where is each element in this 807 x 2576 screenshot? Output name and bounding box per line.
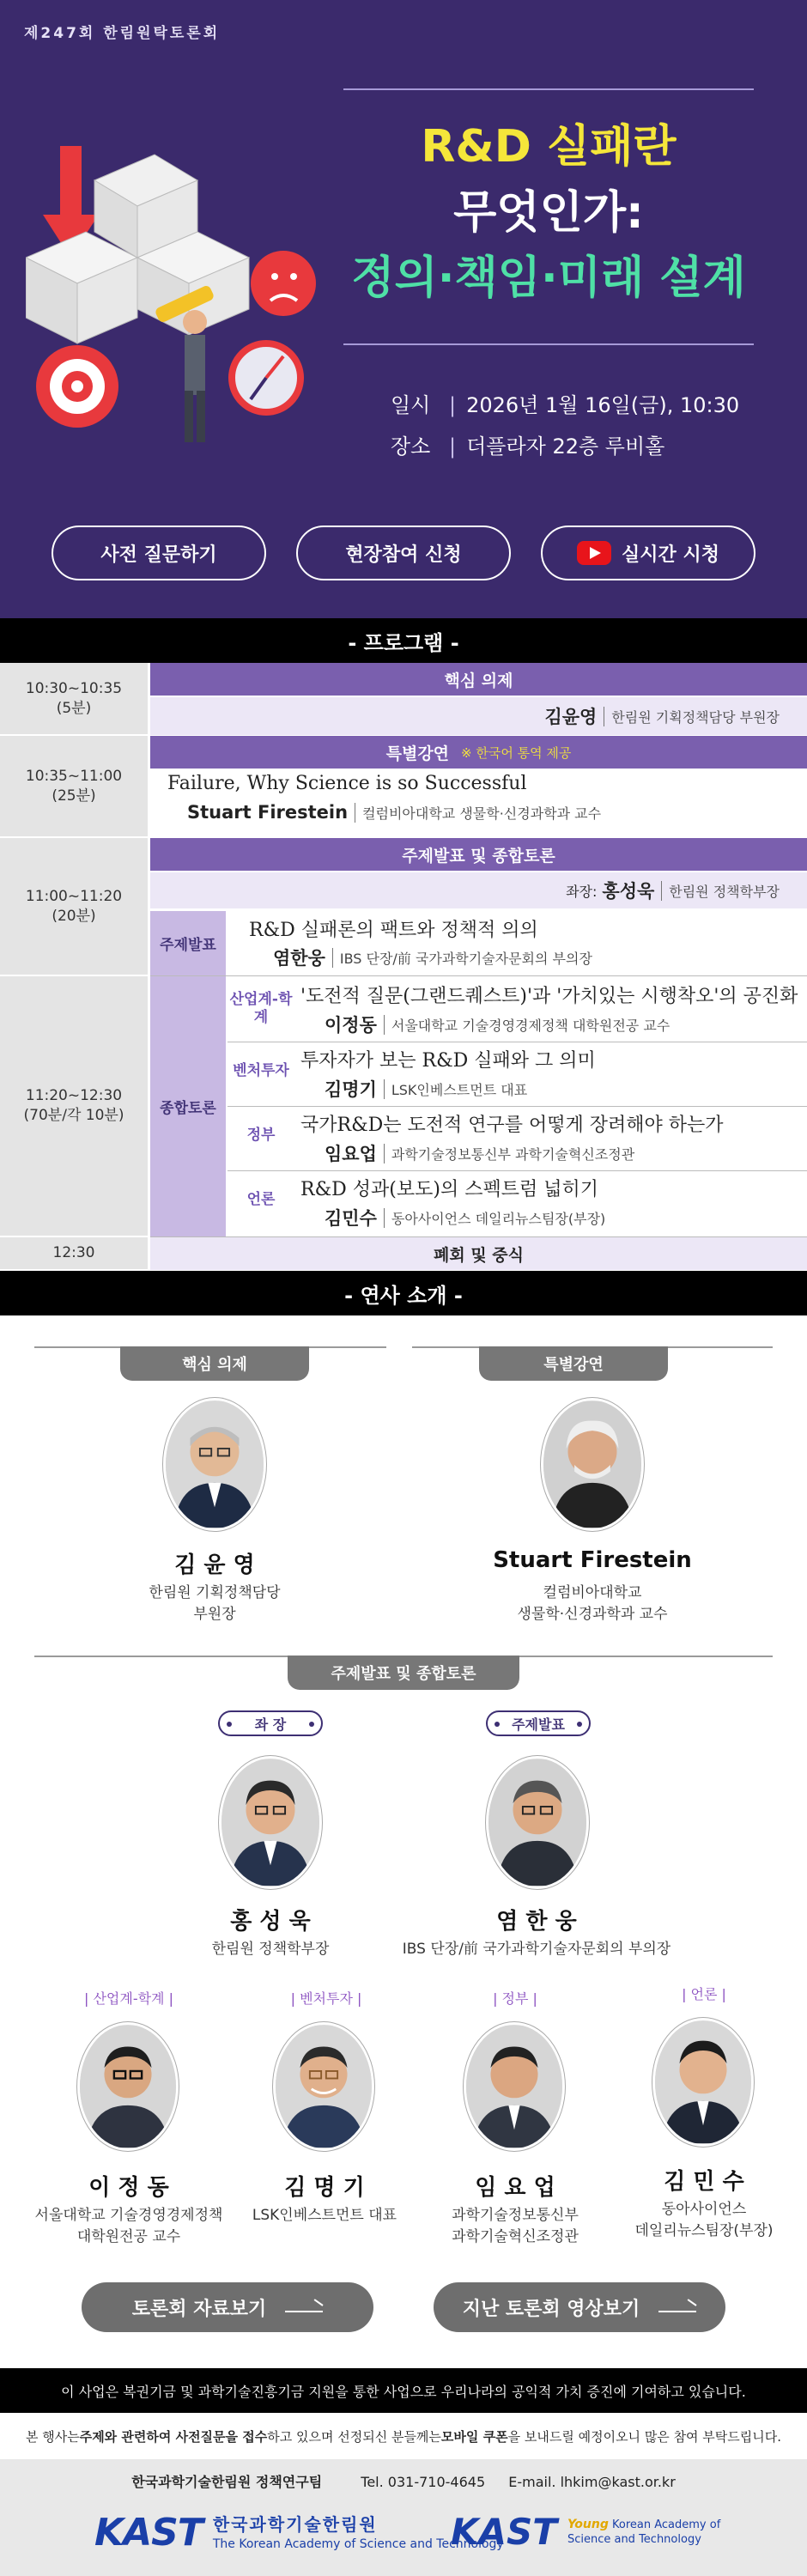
- date-label: 일시: [391, 393, 431, 417]
- discussion-sector-2: 벤처투자: [233, 1062, 289, 1080]
- date-info: 일시 | 2026년 1월 16일(금), 10:30: [391, 388, 739, 418]
- side-label-discussion: 종합토론: [150, 976, 226, 1236]
- sector-tag-media: | 언론 |: [682, 1986, 726, 2002]
- speaker-desc-lim-yoeop: 과학기술정보통신부 과학기술혁신조정관: [452, 2207, 579, 2245]
- speaker-desc-hong-sungwook: 한림원 정책학부장: [211, 1941, 330, 1958]
- chair-tag: 좌 장: [218, 1710, 323, 1736]
- title-bottom-rule: [343, 343, 754, 345]
- email-link[interactable]: E-mail. lhkim@kast.or.kr: [508, 2474, 676, 2490]
- speaker-name-kim-minsu: 김 민 수: [664, 2169, 744, 2195]
- title-line-1: R&D 실패란: [421, 121, 677, 173]
- speaker-desc-kim-yunyoung: 한림원 기획정책담당 부원장: [149, 1584, 281, 1623]
- discussion-sector-4: 언론: [246, 1191, 276, 1209]
- chair-name: 홍성욱: [602, 881, 655, 902]
- youtube-play-icon: [577, 541, 611, 565]
- speaker-name-hong-sungwook: 홍 성 욱: [230, 1909, 311, 1935]
- speaker-photo-kim-minsu: [652, 2018, 754, 2147]
- speaker-desc-kim-myungki: LSK인베스트먼트 대표: [252, 2207, 397, 2224]
- place-label: 장소: [391, 434, 431, 459]
- speaker-name-kim-yunyoung: 김 윤 영: [174, 1552, 255, 1578]
- speaker-name-yeom-hanwoong: 염 한 웅: [496, 1909, 577, 1935]
- closing-bar: 폐회 및 중식: [150, 1237, 807, 1270]
- group-label-special: 특별강연: [479, 1346, 668, 1381]
- group-label-keynote: 핵심 의제: [120, 1346, 309, 1381]
- speaker-photo-kim-myungki: [273, 2022, 374, 2151]
- time-cell-3: 11:00~11:20 (20분): [0, 838, 148, 975]
- time-cell-2: 10:35~11:00 (25분): [0, 736, 148, 837]
- forum-materials-button[interactable]: 토론회 자료보기: [82, 2282, 373, 2332]
- discussion-item-1: '도전적 질문(그랜드퀘스트)'과 '가치있는 시행착오'의 공진화 이정동 서울대학교 기술경영경제정책 대학원전공 교수: [300, 986, 798, 1036]
- special-lecture-speaker: Stuart Firestein 컬럼비아대학교 생물학·신경과학과 교수: [187, 802, 602, 823]
- speaker-desc-kim-minsu: 동아사이언스 데일리뉴스팀장(부장): [634, 2201, 774, 2239]
- speaker-name-kim-myungki: 김 명 기: [284, 2175, 365, 2201]
- speaker-desc-yeom-hanwoong: IBS 단장/前 국가과학기술자문회의 부의장: [402, 1941, 671, 1958]
- live-stream-button[interactable]: 실시간 시청: [541, 526, 755, 580]
- session-bar-keynote: 핵심 의제: [150, 663, 807, 696]
- title-line-2: 무엇인가:: [453, 187, 644, 239]
- pre-question-button[interactable]: 사전 질문하기: [52, 526, 266, 580]
- side-label-presentation: 주제발표: [150, 911, 226, 975]
- speaker-name-lee-jeongdong: 이 정 동: [88, 2175, 169, 2201]
- presentation-title: R&D 실패론의 팩트와 정책적 의의: [249, 920, 538, 941]
- hero-banner: [0, 0, 807, 618]
- discussion-item-2: 투자자가 보는 R&D 실패와 그 의미 김명기 LSK인베스트먼트 대표: [300, 1050, 596, 1100]
- organizer: 한국과학기술한림원 정책연구팀: [131, 2474, 323, 2490]
- arrow-right-icon: [658, 2302, 696, 2312]
- speaker-name-lim-yoeop: 임 요 업: [475, 2175, 555, 2201]
- speaker-photo-kim-yunyoung: [163, 1398, 266, 1531]
- date-value: 2026년 1월 16일(금), 10:30: [466, 393, 740, 417]
- contact-line: [0, 2471, 807, 2491]
- discussion-sector-3: 정부: [246, 1127, 276, 1145]
- past-forum-videos-button[interactable]: 지난 토론회 영상보기: [434, 2282, 725, 2332]
- forum-series: 제247회 한림원탁토론회: [24, 25, 221, 42]
- speakers-section-header: - 연사 소개 -: [0, 1271, 807, 1315]
- speaker-photo-lim-yoeop: [464, 2022, 565, 2151]
- question-notice: 본 행사는 주제와 관련하여 사전질문을 접수 하고 있으며 선정되신 분들께는 모바일 쿠폰 을 보내드릴 예정이오니 많은 참여 부탁드립니다.: [25, 2428, 782, 2445]
- speaker-desc-lee-jeongdong: 서울대학교 기술경영경제정책 대학원전공 교수: [34, 2207, 223, 2245]
- place-value: 더플라자 22층 루비홀: [466, 434, 665, 459]
- speaker-photo-yeom-hanwoong: [486, 1756, 589, 1889]
- speaker-desc-firestein: 컬럼비아대학교 생물학·신경과학과 교수: [517, 1584, 668, 1623]
- time-cell-5: 12:30: [0, 1237, 148, 1270]
- discussion-item-3: 국가R&D는 도전적 연구를 어떻게 장려해야 하는가 임요업 과학기술정보통신부 과학기술혁신조정관: [300, 1115, 724, 1164]
- time-cell-4: 11:20~12:30 (70분/각 10분): [0, 976, 148, 1236]
- funding-notice: 이 사업은 복권기금 및 과학기술진흥기금 지원을 통한 사업으로 우리나라의 공익적 가치 증진에 기여하고 있습니다.: [0, 2368, 807, 2413]
- presentation-speaker: 염한웅 IBS 단장/前 국가과학기술자문회의 부의장: [273, 948, 592, 969]
- speaker-name-firestein: Stuart Firestein: [493, 1547, 692, 1573]
- discussion-sector-1: 산업계-학계: [229, 990, 293, 1026]
- group-label-discussion: 주제발표 및 종합토론: [288, 1656, 519, 1690]
- young-kast-logo: KAST Young Korean Academy of Science and Technology: [451, 2511, 721, 2553]
- speaker-photo-lee-jeongdong: [77, 2022, 179, 2151]
- sector-tag-venture: | 벤처투자 |: [290, 1990, 362, 2007]
- interpretation-note: ※ 한국어 통역 제공: [461, 744, 572, 761]
- speaker-name: 김윤영: [544, 707, 598, 727]
- speaker-photo-firestein: [541, 1398, 644, 1531]
- speaker-affiliation: 한림원 기획정책담당 부원장: [604, 707, 780, 726]
- phone: Tel. 031-710-4645: [361, 2474, 486, 2490]
- special-lecture-title: Failure, Why Science is so Successful: [167, 773, 527, 794]
- place-info: 장소 | 더플라자 22층 루비홀: [391, 429, 664, 459]
- program-section-header: - 프로그램 -: [0, 618, 807, 663]
- title-line-3: 정의·책임·미래 설계: [351, 252, 746, 304]
- failure-illustration: [26, 86, 326, 464]
- kast-logo: KAST 한국과학기술한림원 The Korean Academy of Science and Technology: [94, 2511, 504, 2555]
- session-bar-topic: 주제발표 및 종합토론: [150, 838, 807, 871]
- time-cell-1: 10:30~10:35 (5분): [0, 663, 148, 735]
- chair-row: 좌장: 홍성욱 한림원 정책학부장: [150, 872, 807, 908]
- session-bar-special: 특별강연 ※ 한국어 통역 제공: [150, 736, 807, 769]
- presentation-tag: 주제발표: [486, 1710, 591, 1736]
- speaker-photo-hong-sungwook: [219, 1756, 322, 1889]
- sector-tag-industry-academia: | 산업계-학계 |: [83, 1990, 173, 2007]
- sector-tag-government: | 정부 |: [493, 1990, 537, 2007]
- keynote-speaker-row: [150, 697, 807, 735]
- contact-footer: [0, 2459, 807, 2576]
- title-top-rule: [343, 88, 754, 90]
- discussion-item-4: R&D 성과(보도)의 스펙트럼 넓히기 김민수 동아사이언스 데일리뉴스팀장(부장): [300, 1179, 606, 1229]
- arrow-right-icon: [285, 2302, 323, 2312]
- onsite-registration-button[interactable]: 현장참여 신청: [296, 526, 511, 580]
